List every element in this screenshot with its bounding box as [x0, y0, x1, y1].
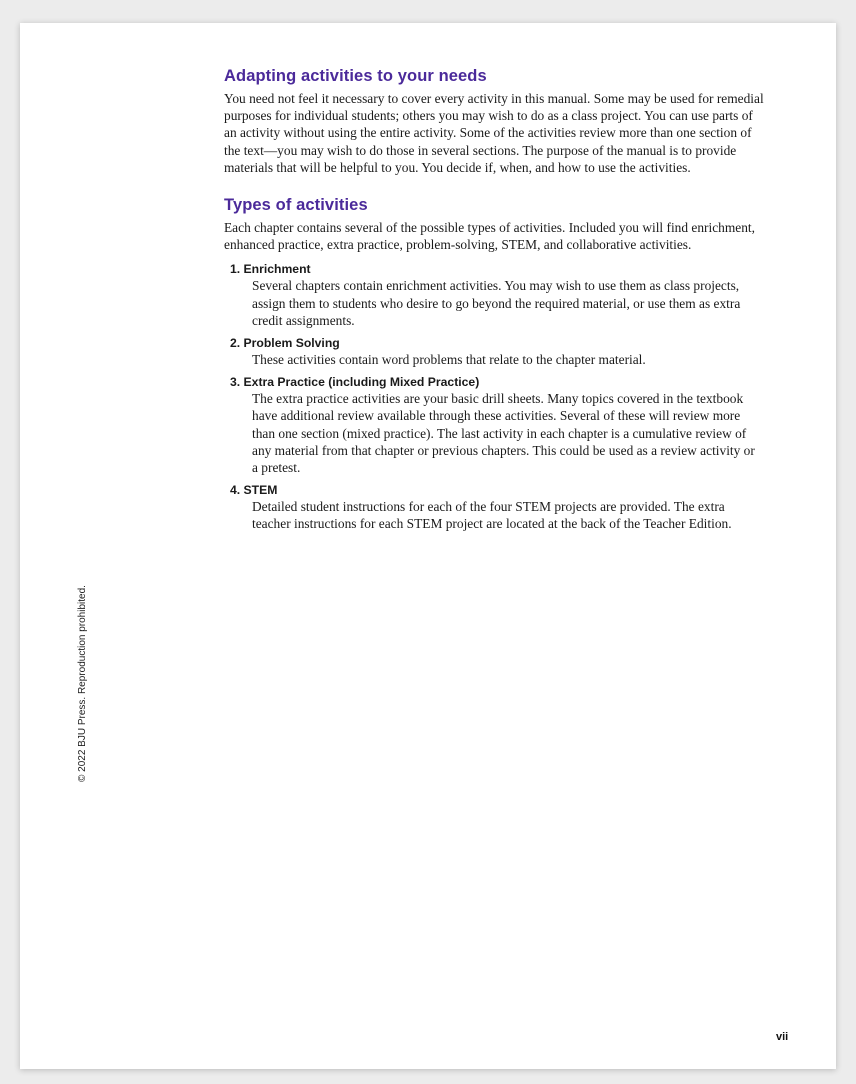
- activity-types-list: [224, 261, 764, 532]
- page-number: vii: [776, 1031, 789, 1043]
- document-page: [20, 23, 836, 1069]
- section-paragraph: Each chapter contains several of the possible types of activities. Included you will find enrichment, enhanced practice, extra practice, problem-solving, STEM, and collaborative activities.: [224, 220, 755, 253]
- list-item-body: Several chapters contain enrichment activities. You may wish to use them as class projects, assign them to students who desire to go beyond the required material, or use them as extra credit assignments.: [252, 278, 741, 328]
- list-item-enrichment: [224, 261, 764, 329]
- list-item-body: Detailed student instructions for each of the four STEM projects are provided. The extra teacher instructions for each STEM project are located at the back of the Teacher Edition.: [252, 499, 732, 532]
- list-item-problem-solving: [224, 335, 764, 368]
- list-item-title: 3. Extra Practice (including Mixed Practice): [230, 375, 480, 390]
- section-types-of-activities: [224, 196, 764, 533]
- page-content: [224, 67, 764, 539]
- list-item-stem: [224, 482, 764, 532]
- list-item-body: The extra practice activities are your basic drill sheets. Many topics covered in the textbook have additional review available through these activities. Several of these will review more than one section (mixed practice). The last activity in each chapter is a cumulative review of any material from that chapter or previous chapters. This could be used as a review activity or a pretest.: [252, 391, 755, 476]
- list-item-extra-practice: [224, 374, 764, 476]
- section-adapting-activities: [224, 67, 764, 176]
- list-item-title: 1. Enrichment: [230, 262, 311, 277]
- list-item-title: 2. Problem Solving: [230, 336, 340, 351]
- section-heading: Adapting activities to your needs: [224, 67, 487, 85]
- section-heading: Types of activities: [224, 196, 368, 215]
- list-item-body: These activities contain word problems that relate to the chapter material.: [252, 352, 646, 368]
- list-item-title: 4. STEM: [230, 483, 278, 498]
- section-paragraph: You need not feel it necessary to cover every activity in this manual. Some may be used for remedial purposes for individual students; others you may wish to do as a class project. You can use parts of an activity without using the entire activity. Some of the activities review more than one section of the text—you may wish to do those in several sections. The purpose of the manual is to provide materials that will be helpful to you. You decide if, when, and how to use the activities.: [224, 91, 764, 175]
- copyright-notice: © 2022 BJU Press. Reproduction prohibited.: [77, 585, 88, 782]
